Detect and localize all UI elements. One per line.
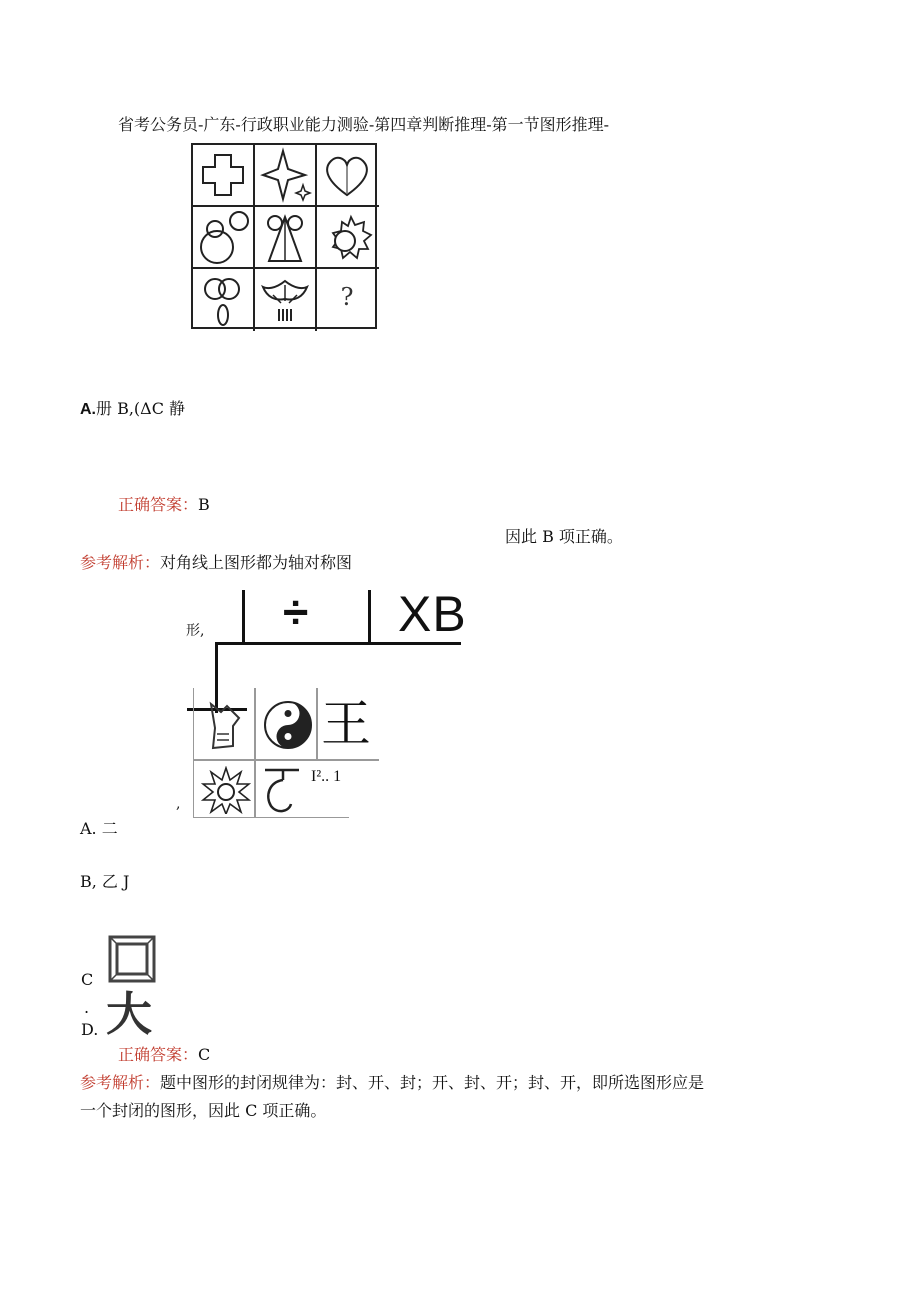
answer-label: 正确答案：	[118, 1045, 199, 1064]
answer-value: B	[198, 495, 210, 514]
grid-cell-gourd	[193, 207, 255, 269]
analysis-text: 对角线上图形都为轴对称图	[160, 553, 353, 572]
gourd-circles-icon	[193, 207, 253, 267]
grid-cell-rings	[193, 269, 255, 331]
q1-analysis	[80, 553, 352, 573]
question-mark: ?	[340, 283, 354, 311]
analysis-label: 参考解析：	[80, 553, 161, 572]
q2-option-d-glyph: 大	[106, 987, 152, 1041]
double-square-icon	[108, 935, 156, 983]
grid-cell-heart	[317, 145, 379, 207]
q2-grid-comma: ,	[176, 796, 181, 812]
analysis-text: 题中图形的封闭规律为：封、开、封；开、封、开；封、开，即所选图形应是	[160, 1073, 705, 1092]
q2-option-c-label: C	[81, 970, 94, 989]
q2-grid-note: I².. 1	[311, 768, 342, 785]
document-header: 省考公务员-广东-行政职业能力测验-第四章判断推理-第一节图形推理-	[118, 115, 610, 134]
lotus-icon	[255, 269, 315, 329]
wang-character: 王	[321, 695, 371, 753]
q2-option-a: A. 二	[80, 819, 118, 838]
q2-analysis-line1	[80, 1073, 704, 1093]
analysis-label: 参考解析：	[80, 1073, 161, 1092]
q2-option-b: B, 乙 J	[80, 872, 130, 891]
hand-icon	[203, 698, 249, 754]
grid-cell-question	[317, 269, 379, 331]
sun-circle-icon	[317, 207, 377, 267]
fragment-bar-right	[368, 590, 371, 642]
heart-icon	[317, 145, 377, 205]
fragment-underline	[215, 642, 461, 645]
q2-figure-grid	[193, 688, 379, 818]
divide-symbol: ÷	[283, 586, 309, 638]
fragment-bar-left	[242, 590, 245, 642]
four-point-star-icon	[255, 145, 315, 205]
hook-glyph-icon	[259, 766, 309, 816]
q1-option-prefix: A.	[80, 401, 96, 418]
q2-option-c-dot: .	[84, 998, 90, 1017]
starburst-icon	[201, 766, 251, 814]
q1-conclusion: 因此 B 项正确。	[505, 527, 623, 546]
rings-icon	[193, 269, 253, 329]
answer-value: C	[198, 1045, 211, 1064]
q1-answer	[118, 495, 210, 515]
q2-option-c-figure	[108, 935, 156, 983]
fragment-code: XB	[398, 586, 467, 642]
q1-options	[80, 399, 185, 420]
q2-analysis-line2: 一个封闭的图形，因此 C 项正确。	[80, 1101, 327, 1120]
q2-option-d-label: D.	[81, 1020, 99, 1039]
grid-cell-star	[255, 145, 317, 207]
cross-icon	[193, 145, 253, 205]
q2-answer	[118, 1045, 210, 1065]
answer-label: 正确答案：	[118, 495, 199, 514]
grid-cell-cone	[255, 207, 317, 269]
yin-yang-icon	[263, 700, 313, 750]
cone-circles-icon	[255, 207, 315, 267]
q1-options-text: 册 B,(ΔC 静	[96, 399, 186, 418]
q1-figure-grid	[191, 143, 377, 329]
grid-cell-lotus	[255, 269, 317, 331]
grid-cell-sun	[317, 207, 379, 269]
grid-cell-cross	[193, 145, 255, 207]
analysis-continuation: 形,	[186, 623, 205, 639]
